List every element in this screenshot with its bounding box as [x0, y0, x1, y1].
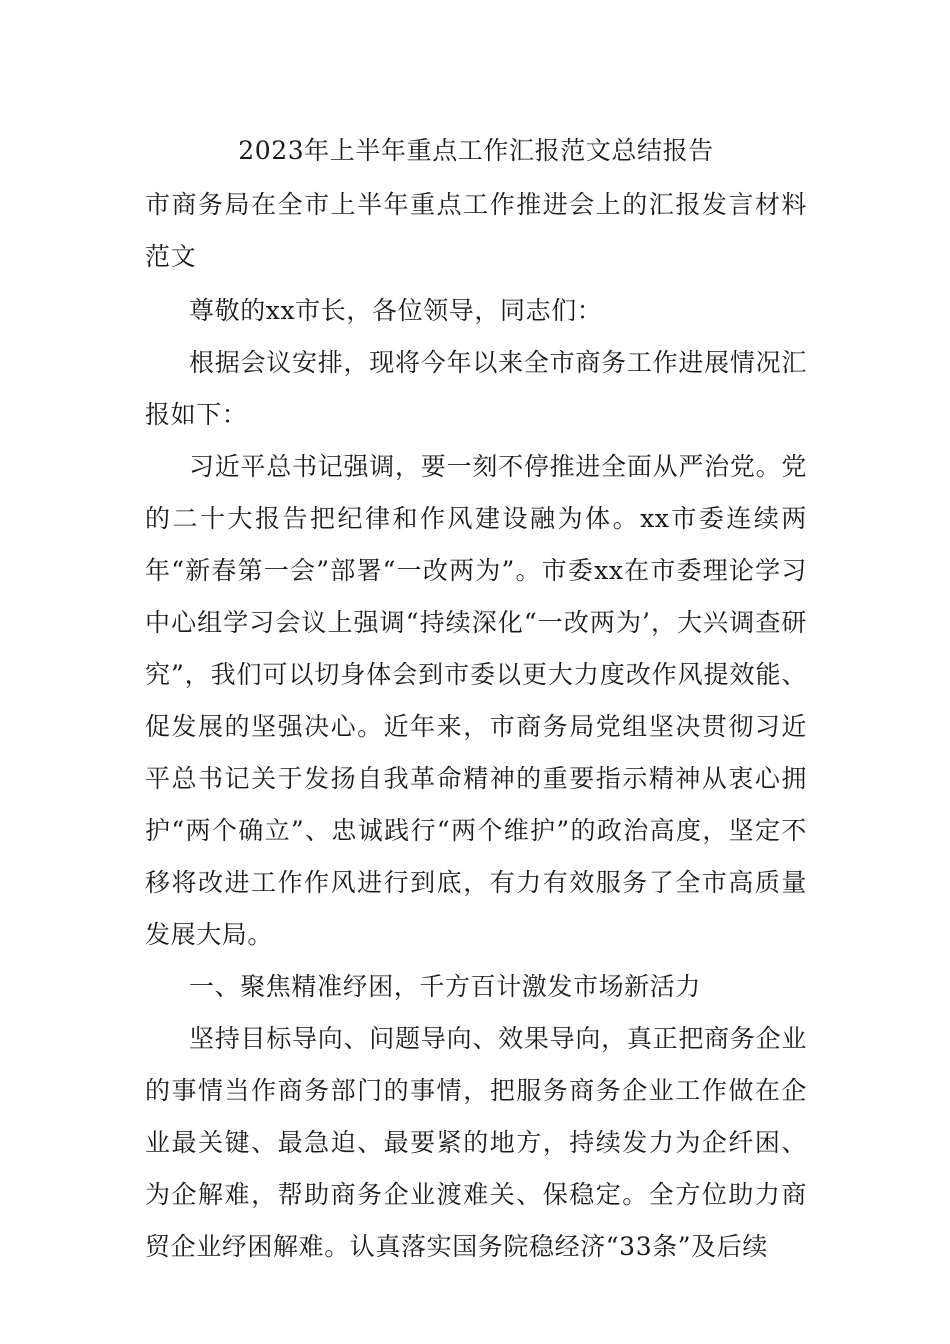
salutation: 尊敬的xx市长，各位领导，同志们：: [189, 296, 603, 325]
intro-paragraph: 根据会议安排，现将今年以来全市商务工作进展情况汇报如下：: [145, 348, 807, 429]
document-body: [145, 179, 807, 1273]
section-heading: 一、聚焦精准纾困，千方百计激发市场新活力: [189, 972, 702, 1001]
document-title: 2023年上半年重点工作汇报范文总结报告: [238, 136, 714, 165]
section-paragraph: 坚持目标导向、问题导向、效果导向，真正把商务企业的事情当作商务部门的事情，把服务商务企业工作做在企业最关键、最急迫、最要紧的地方，持续发力为企纤困、为企解难，帮助商务企业渡难关、保稳定。全方位助力商贸企业纾困解难。认真落实国务院稳经济“33条”及后续: [145, 1024, 807, 1261]
body-paragraph: 习近平总书记强调，要一刻不停推进全面从严治党。党的二十大报告把纪律和作风建设融为体。xx市委连续两年“新春第一会”部署“一改两为”。市委xx在市委理论学习中心组学习会议上强调“持续深化“一改两为’，大兴调查研究”，我们可以切身体会到市委以更大力度改作风提效能、促发展的坚强决心。近年来，市商务局党组坚决贯彻习近平总书记关于发扬自我革命精神的重要指示精神从衷心拥护“两个确立”、忠诚践行“两个维护”的政治高度，坚定不移将改进工作作风进行到底，有力有效服务了全市高质量发展大局。: [145, 452, 807, 949]
document-subtitle: 市商务局在全市上半年重点工作推进会上的汇报发言材料范文: [145, 190, 807, 271]
